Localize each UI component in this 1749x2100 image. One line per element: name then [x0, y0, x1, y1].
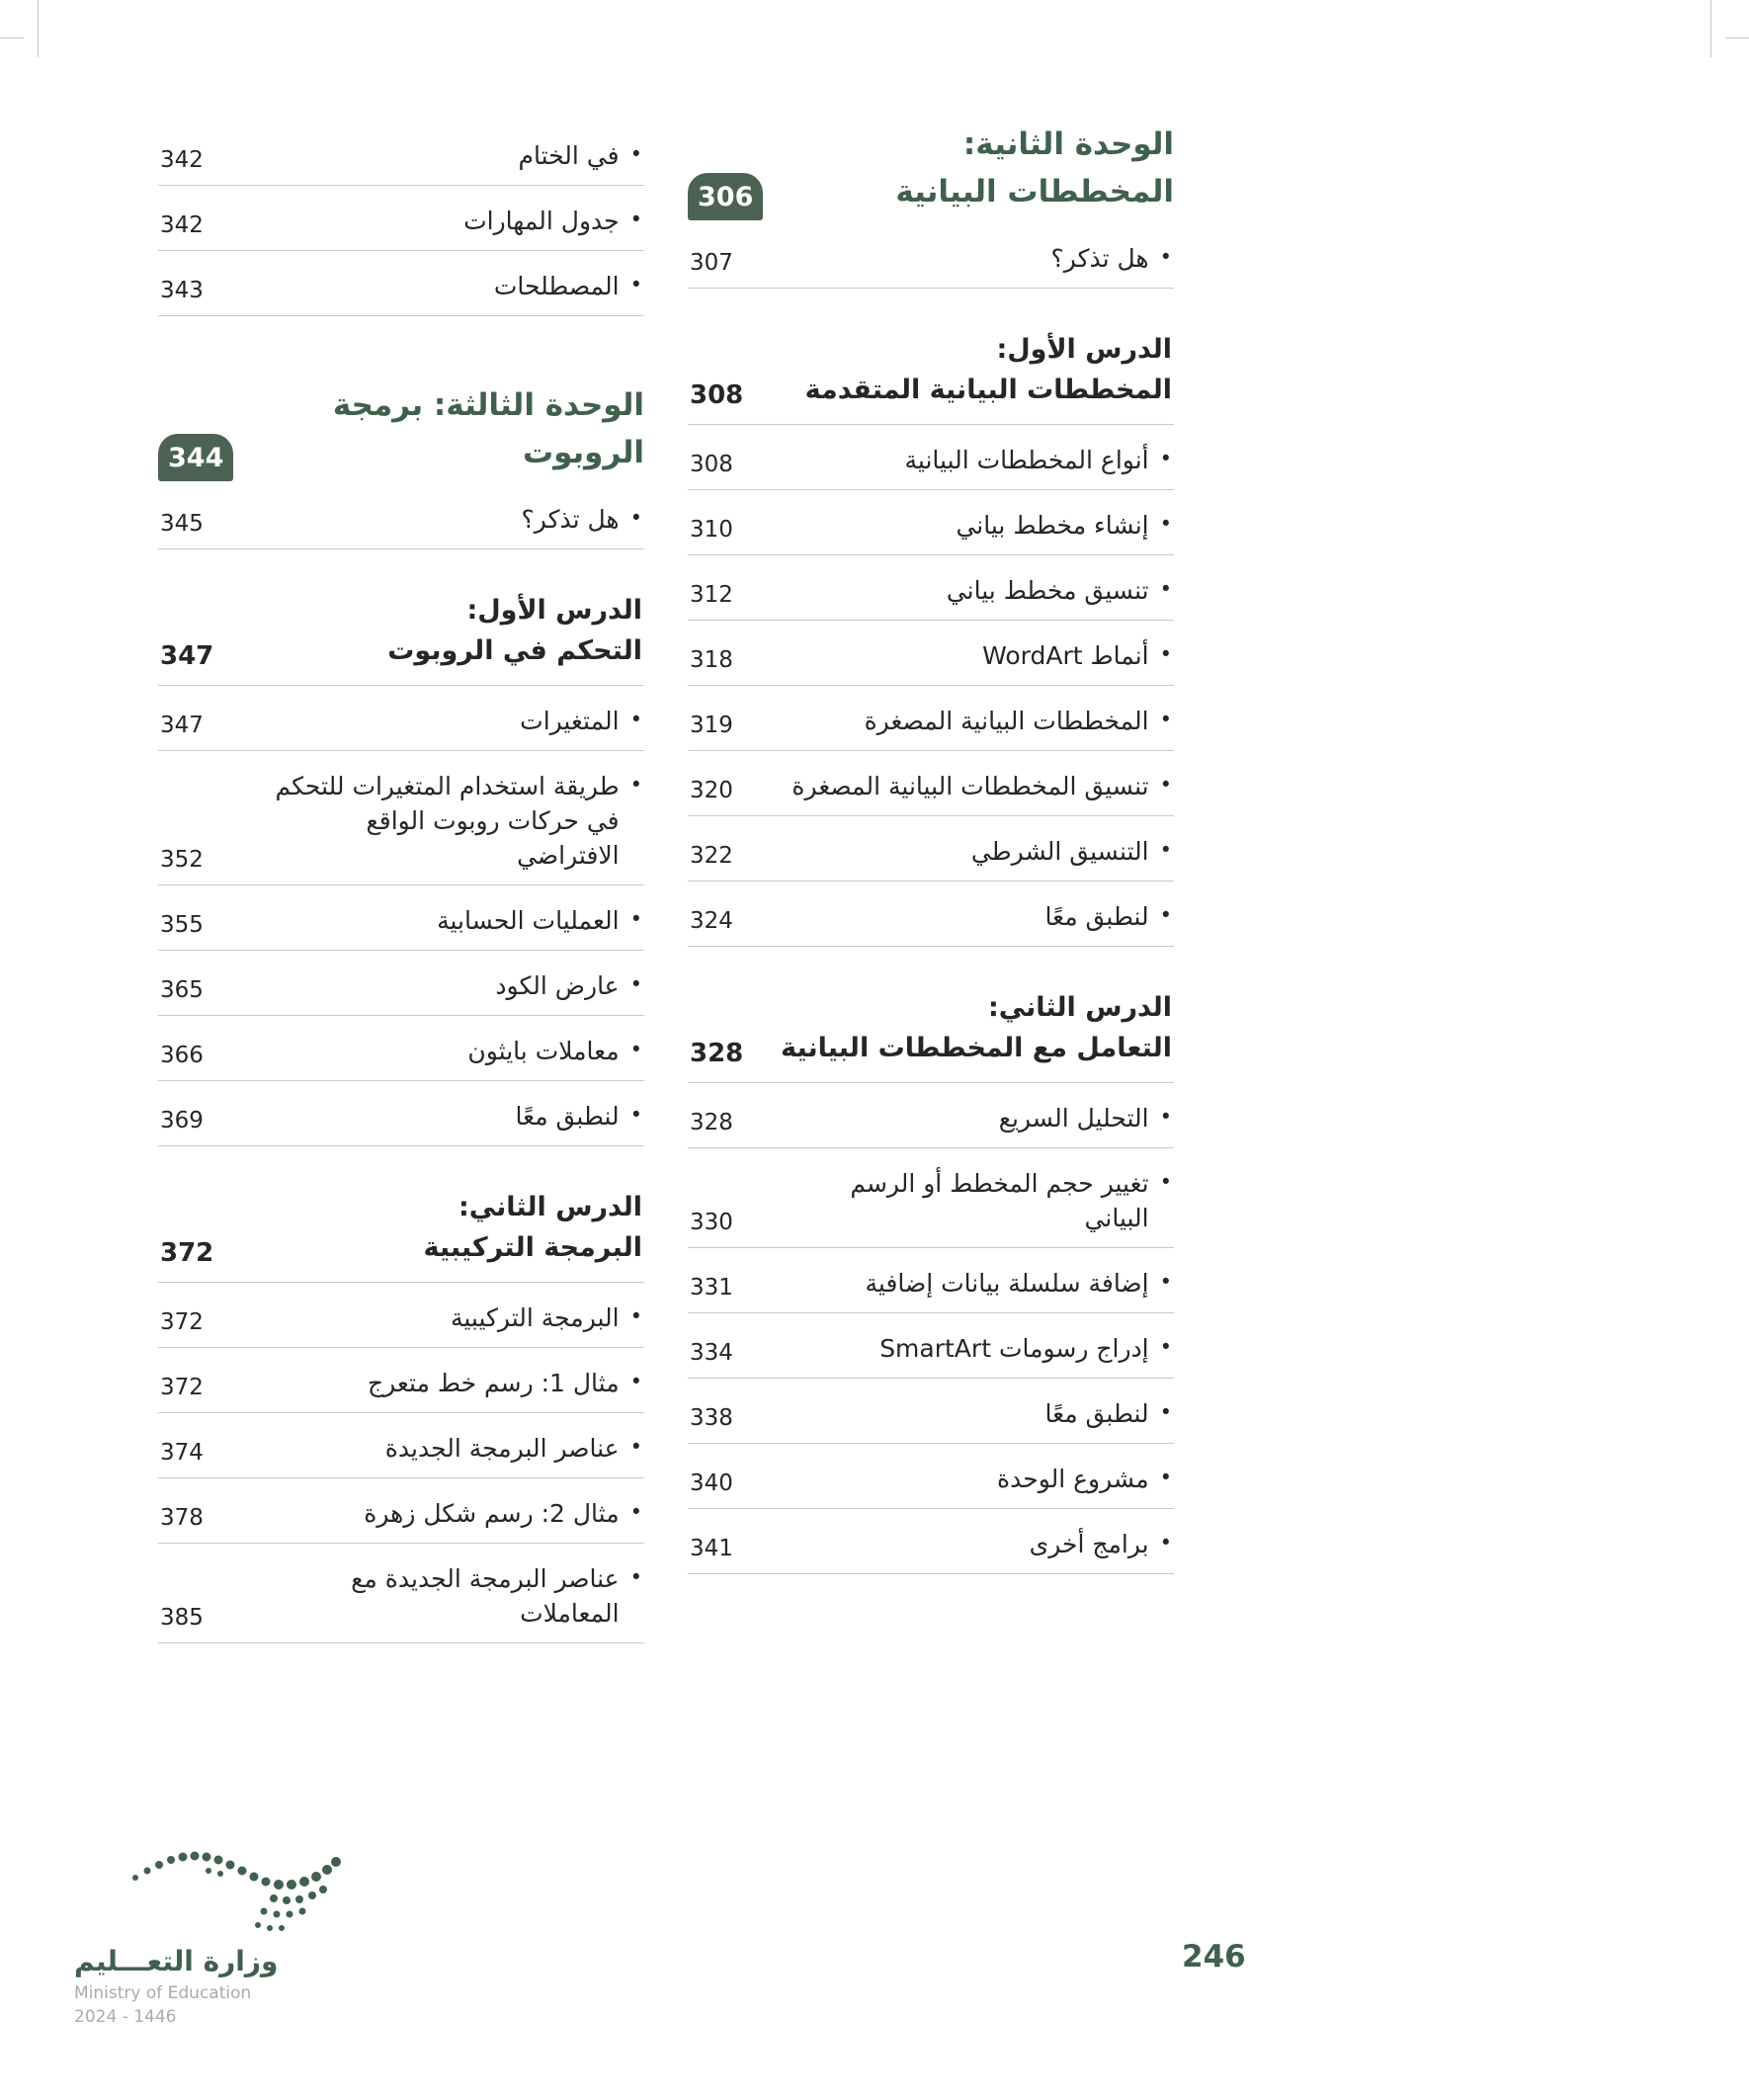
toc-entry-text: هل تذكر؟ — [1050, 244, 1149, 274]
toc-entry-text: تنسيق مخطط بياني — [946, 576, 1149, 606]
toc-entry — [158, 1016, 644, 1081]
toc-entry-page: 318 — [690, 647, 733, 674]
bullet-icon: • — [629, 773, 642, 798]
toc-entry-page: 310 — [690, 517, 733, 544]
bullet-icon: • — [1159, 838, 1172, 863]
toc-entry-label — [866, 1266, 1173, 1301]
toc-entry-page: 345 — [160, 511, 204, 538]
bullet-icon: • — [1159, 1170, 1172, 1195]
bullet-icon: • — [629, 1304, 642, 1329]
ministry-logo-block — [74, 1844, 348, 2027]
lesson-title — [423, 1188, 642, 1268]
toc-entry — [688, 555, 1174, 621]
toc-entry — [688, 1444, 1174, 1509]
lesson-header — [688, 947, 1174, 1083]
toc-entry-text: أنماط WordArt — [982, 641, 1149, 671]
bullet-icon: • — [629, 1103, 642, 1128]
toc-entry-page: 355 — [160, 912, 204, 939]
lesson-header — [158, 549, 644, 686]
lesson-page: 308 — [690, 380, 744, 411]
toc-entry-label — [368, 1366, 642, 1400]
toc-entry-text: مشروع الوحدة — [997, 1465, 1149, 1494]
toc-entry — [158, 1283, 644, 1348]
toc-entry-label — [520, 704, 642, 738]
crop-mark — [38, 0, 39, 57]
toc-entry — [158, 686, 644, 751]
toc-entry-label — [865, 704, 1172, 738]
toc-entry-text: إنشاء مخطط بياني — [956, 511, 1149, 541]
toc-entry-text: تغيير حجم المخطط أو الرسم البياني — [850, 1169, 1149, 1233]
toc-entry — [158, 1413, 644, 1478]
bullet-icon: • — [629, 1370, 642, 1394]
unit-page-number: 344 — [168, 442, 224, 473]
toc-entry-page: 369 — [160, 1108, 204, 1134]
toc-entry-label — [516, 1099, 642, 1134]
bullet-icon: • — [629, 1565, 642, 1590]
toc-entry — [688, 1148, 1174, 1248]
toc-entry-label — [437, 903, 642, 938]
toc-entry-label — [982, 638, 1172, 673]
bullet-icon: • — [1159, 512, 1172, 537]
lesson-title-line2: التعامل مع المخططات البيانية — [781, 1032, 1172, 1063]
toc-entry-page: 343 — [160, 278, 204, 303]
toc-entry — [158, 1478, 644, 1544]
bullet-icon: • — [1159, 773, 1172, 798]
toc-entry-text: التنسيق الشرطي — [970, 837, 1149, 867]
toc-entry-text: لنطبق معًا — [1044, 1399, 1149, 1429]
bullet-icon: • — [629, 708, 642, 732]
lesson-title-line1: الدرس الأول: — [466, 595, 642, 627]
toc-entry-text: مثال 1: رسم خط متعرج — [367, 1369, 620, 1398]
toc-entry-page: 312 — [690, 582, 733, 609]
toc-entry-label — [879, 1331, 1172, 1366]
toc-entry-page: 330 — [690, 1210, 733, 1236]
toc-entry — [158, 476, 644, 549]
lesson-header — [158, 1146, 644, 1283]
toc-entry-label — [1045, 899, 1172, 934]
toc-entry-label — [522, 502, 643, 537]
toc-content — [158, 121, 1174, 1643]
lesson-title-line2: البرمجة التركيبية — [423, 1231, 642, 1263]
toc-entry-page: 342 — [160, 147, 204, 173]
lesson-page: 372 — [160, 1238, 214, 1269]
bullet-icon: • — [629, 1038, 642, 1062]
bullet-icon: • — [629, 972, 642, 997]
unit-title: الوحدة الثالثة: برمجة الروبوت — [332, 387, 644, 471]
toc-entry — [688, 882, 1174, 947]
bullet-icon: • — [1159, 577, 1172, 602]
toc-entry — [158, 1544, 644, 1643]
toc-entry-text: التحليل السريع — [998, 1104, 1149, 1134]
bullet-icon: • — [1159, 708, 1172, 732]
unit-page-number: 306 — [698, 181, 754, 212]
toc-entry — [688, 1313, 1174, 1379]
toc-entry-page: 341 — [690, 1536, 733, 1562]
toc-entry-label — [787, 1166, 1172, 1235]
bullet-icon: • — [629, 273, 642, 296]
toc-entry-page: 352 — [160, 847, 204, 874]
toc-entry — [158, 251, 644, 316]
lesson-title — [805, 330, 1172, 410]
lesson-header — [688, 289, 1174, 425]
toc-entry-page: 331 — [690, 1275, 733, 1302]
unit-page-badge — [688, 173, 763, 220]
lesson-title-line2: المخططات البيانية المتقدمة — [804, 374, 1172, 405]
toc-entry-label — [385, 1431, 642, 1466]
toc-entry-text: إضافة سلسلة بيانات إضافية — [865, 1269, 1149, 1299]
toc-entry — [158, 751, 644, 885]
toc-entry-text: البرمجة التركيبية — [450, 1303, 620, 1333]
toc-entry-label — [999, 1101, 1172, 1135]
toc-entry — [688, 1379, 1174, 1444]
edition-year: 2024 - 1446 — [74, 2007, 177, 2027]
toc-entry-page: 334 — [690, 1340, 733, 1367]
toc-entry-page: 366 — [160, 1043, 204, 1069]
toc-entry-page: 320 — [690, 778, 733, 804]
lesson-page: 347 — [160, 641, 214, 672]
toc-entry-page: 342 — [160, 212, 204, 238]
toc-entry-page: 338 — [690, 1405, 733, 1432]
bullet-icon: • — [629, 1435, 642, 1460]
toc-entry-label — [1051, 241, 1173, 276]
toc-column-right — [688, 121, 1174, 1643]
toc-entry-label — [956, 508, 1172, 543]
toc-entry-page: 365 — [160, 977, 204, 1004]
toc-entry-label — [495, 968, 642, 1003]
bullet-icon: • — [1159, 1400, 1172, 1425]
toc-entry — [688, 425, 1174, 490]
toc-entry-page: 374 — [160, 1440, 204, 1467]
toc-entry-text: معاملات بايثون — [467, 1037, 620, 1066]
toc-entry-text: عناصر البرمجة الجديدة مع المعاملات — [351, 1564, 620, 1629]
bullet-icon: • — [1159, 642, 1172, 667]
toc-entry — [158, 1081, 644, 1146]
toc-entry-page: 340 — [690, 1470, 733, 1497]
toc-entry — [688, 1083, 1174, 1148]
bullet-icon: • — [1159, 1270, 1172, 1295]
crop-mark — [1725, 38, 1749, 39]
bullet-icon: • — [1159, 447, 1172, 471]
toc-entry-label — [467, 1034, 642, 1068]
toc-entry-page: 324 — [690, 908, 733, 935]
toc-column-left — [158, 121, 644, 1643]
toc-entry-label — [1030, 1527, 1172, 1561]
toc-entry — [158, 885, 644, 951]
toc-entry-label — [463, 204, 642, 238]
lesson-page: 328 — [690, 1039, 744, 1069]
lesson-title — [781, 988, 1172, 1068]
toc-entry — [158, 1348, 644, 1413]
bullet-icon: • — [629, 208, 642, 231]
toc-entry — [688, 751, 1174, 816]
ministry-name-arabic: وزارة التعـــليم — [74, 1945, 279, 1977]
ministry-logo-dots-icon — [125, 1844, 348, 1941]
toc-entry-label — [971, 834, 1172, 869]
bullet-icon: • — [629, 142, 642, 166]
toc-entry-label — [451, 1301, 642, 1335]
toc-entry-text: لنطبق معًا — [1044, 902, 1149, 932]
toc-entry-page: 319 — [690, 713, 733, 739]
toc-entry-text: عارض الكود — [495, 971, 620, 1001]
toc-entry-text: إدراج رسومات SmartArt — [879, 1334, 1149, 1364]
toc-entry-page: 372 — [160, 1309, 204, 1336]
toc-entry-page: 378 — [160, 1505, 204, 1532]
toc-entry-label — [257, 769, 642, 873]
bullet-icon: • — [1159, 1105, 1172, 1130]
toc-entry — [158, 121, 644, 186]
toc-entry-text: أنواع المخططات البيانية — [904, 446, 1149, 475]
toc-entry-text: طريقة استخدام المتغيرات للتحكم في حركات روبوت الواقع الافتراضي — [275, 772, 620, 871]
bullet-icon: • — [1159, 903, 1172, 928]
toc-entry — [688, 816, 1174, 882]
lesson-title — [387, 591, 642, 671]
bullet-icon: • — [629, 1500, 642, 1525]
toc-entry-text: جدول المهارات — [463, 207, 620, 235]
lesson-title-line1: الدرس الأول: — [996, 334, 1172, 366]
toc-entry-text: المتغيرات — [520, 707, 620, 736]
crop-mark — [0, 38, 24, 39]
bullet-icon: • — [1159, 1335, 1172, 1360]
toc-entry — [158, 186, 644, 251]
crop-mark — [1710, 0, 1711, 57]
ministry-name-english: Ministry of Education — [74, 1983, 252, 2003]
toc-entry-page: 322 — [690, 843, 733, 870]
toc-entry-text: العمليات الحسابية — [437, 906, 620, 936]
toc-entry-text: في الختام — [518, 141, 620, 170]
toc-entry — [688, 1509, 1174, 1574]
bullet-icon: • — [1159, 1531, 1172, 1555]
toc-entry-text: هل تذكر؟ — [521, 505, 620, 535]
toc-entry-text: لنطبق معًا — [515, 1102, 620, 1132]
bullet-icon: • — [1159, 1466, 1172, 1490]
toc-entry-page: 385 — [160, 1605, 204, 1632]
bullet-icon: • — [629, 506, 642, 531]
lesson-title-line2: التحكم في الروبوت — [387, 634, 642, 666]
toc-entry — [688, 621, 1174, 686]
unit-title-line2: المخططات البيانية — [895, 174, 1174, 210]
toc-entry-label — [947, 573, 1172, 608]
toc-entry-page: 372 — [160, 1375, 204, 1401]
toc-entry-label — [519, 138, 642, 173]
page-number: 246 — [1182, 1939, 1246, 1974]
toc-entry — [688, 686, 1174, 751]
toc-entry-text: تنسيق المخططات البيانية المصغرة — [791, 772, 1149, 801]
lesson-title-line1: الدرس الثاني: — [988, 992, 1172, 1024]
toc-entry-label — [364, 1496, 642, 1531]
toc-entry-label — [1045, 1396, 1172, 1431]
bullet-icon: • — [629, 907, 642, 932]
toc-entry-text: المخططات البيانية المصغرة — [864, 707, 1149, 736]
toc-entry-label — [494, 269, 642, 303]
toc-entry-label — [791, 769, 1172, 803]
toc-entry-text: المصطلحات — [493, 272, 620, 300]
toc-entry-page: 347 — [160, 713, 204, 739]
toc-entry — [158, 951, 644, 1016]
unit-header — [688, 121, 1174, 215]
toc-entry-page: 308 — [690, 452, 733, 478]
toc-entry — [688, 1248, 1174, 1313]
toc-entry-text: برامج أخرى — [1029, 1530, 1149, 1559]
toc-entry-text: مثال 2: رسم شكل زهرة — [364, 1499, 620, 1529]
toc-entry-page: 307 — [690, 250, 733, 277]
unit-title-line1: الوحدة الثانية: — [962, 126, 1174, 162]
toc-entry — [688, 215, 1174, 289]
toc-entry-label — [257, 1561, 642, 1631]
toc-entry-page: 328 — [690, 1110, 733, 1136]
unit-header — [158, 381, 644, 476]
toc-entry-text: عناصر البرمجة الجديدة — [384, 1434, 620, 1464]
unit-title — [895, 121, 1174, 215]
toc-entry-label — [905, 443, 1172, 477]
bullet-icon: • — [1159, 245, 1172, 270]
unit-page-badge — [158, 434, 233, 481]
lesson-title-line1: الدرس الثاني: — [458, 1192, 642, 1223]
toc-entry-label — [997, 1462, 1172, 1496]
toc-entry — [688, 490, 1174, 555]
